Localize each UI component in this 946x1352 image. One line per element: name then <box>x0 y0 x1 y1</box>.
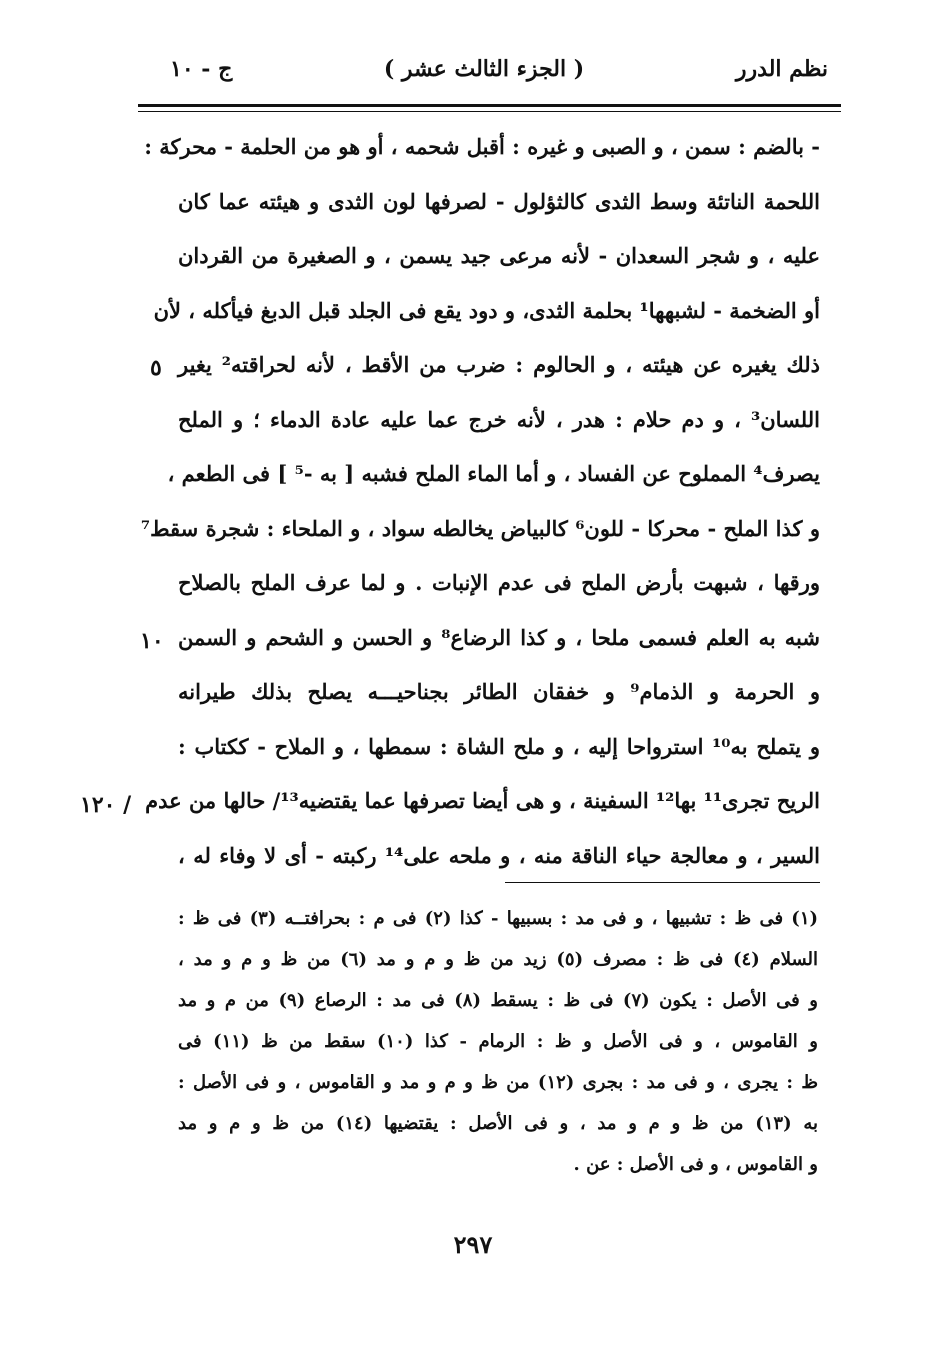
text-line: اللسان³ ، و دم حلام : هدر ، لأنه خرج عما عليه عادة الدماء ؛ و الملح <box>178 406 820 432</box>
line-number-10: ١٠ <box>140 628 164 654</box>
footnote-line: و القاموس ، و فى الأصل و ظ : الرمام - كذا (١٠) سقط من ظ (١١) فى <box>178 1031 818 1052</box>
text-line: عليه ، و شجر السعدان - لأنه مرعى جيد يسمن ، و الصغيرة من القردان <box>178 243 820 268</box>
book-title: نظم الدرر <box>735 56 828 82</box>
text-line: يصرف⁴ المملوح عن الفساد ، و أما الماء الملح فشبه [ به -⁵ ] فى الطعم ، <box>167 461 820 486</box>
volume-reference: ج - ١٠ <box>170 56 233 82</box>
running-header <box>140 50 828 94</box>
text-line: و يتملح به¹⁰ استرواحا إليه ، و ملح الشاة : سمطها ، و الملاح - ككتاب : <box>178 733 820 759</box>
header-rule-thin <box>138 111 841 112</box>
page-number: ٢٩٧ <box>453 1230 493 1259</box>
part-title: ( الجزء الثالث عشر ) <box>383 56 585 82</box>
text-line: ذلك يغيره عن هيئته ، و الحالوم : ضرب من الأقط ، لأنه لحراقته² يغير <box>178 352 820 377</box>
footnote-line: و القاموس ، و فى الأصل : عن . <box>573 1154 818 1175</box>
text-line: الريح تجرى¹¹ بها¹² السفينة ، و هى أيضا تصرفها عما يقتضيه¹³/ حالها من عدم <box>145 788 820 813</box>
text-line: - بالضم : سمن ، و الصبى و غيره : أقبل شحمه ، أو هو من الحلمة - محركة : <box>144 134 820 159</box>
folio-marker: / ١٢٠ <box>80 792 132 818</box>
text-line: شبه به العلم فسمى ملحا ، و كذا الرضاع⁸ و الحسن و الشحم و السمن <box>178 624 820 650</box>
footnote-line: و فى الأصل : يكون (٧) فى ظ : يسقط (٨) فى مد : الرصاع (٩) من م و مد <box>178 990 819 1011</box>
text-line: أو الضخمة - لشبهها¹ بحلمة الثدى، و دود يقع فى الجلد قبل الدبغ فيأكله ، لأن <box>153 297 820 323</box>
text-line: ورقها ، شبهت بأرض الملح فى عدم الإنبات . و لما عرف الملح بالصلاح <box>178 570 820 595</box>
text-line: و كذا الملح - محركا - للون⁶ كالبياض يخالطه سواد ، و الملحاء : شجرة سقط⁷ <box>140 515 820 541</box>
footnotes <box>178 898 818 1185</box>
header-rule-thick <box>138 104 841 107</box>
footnote-line: به (١٣) من ظ و م و مد ، و فى الأصل : يقتضيها (١٤) من ظ و م و مد <box>178 1113 818 1134</box>
text-line: اللحمة الناتئة وسط الثدى كالثؤلول - لصرفها لون الثدى و هيئته عما كان <box>178 188 820 214</box>
line-number-5: ٥ <box>150 355 162 381</box>
footnote-line: (١) فى ظ : تشبيها ، و فى مد : بسبيها - كذا (٢) فى م : بحرافتــه (٣) فى ظ : <box>178 908 819 929</box>
footnote-separator <box>505 882 820 883</box>
footnote-line: السلام (٤) فى ظ : مصرف (٥) زيد من ظ و م و مد (٦) من ظ و م و مد ، <box>178 949 818 970</box>
text-line: السير ، و معالجة حياء الناقة منه ، و ملحه على¹⁴ ركبته - أى لا وفاء له ، <box>178 842 820 868</box>
text-line: و الحرمة و الذمام⁹ و خفقان الطائر بجناحيـــه يصلح بذلك طيرانه <box>178 679 820 704</box>
footnote-line: ظ : يجرى ، و فى مد : بجرى (١٢) من ظ و م و مد و القاموس ، و فى الأصل : <box>178 1072 818 1093</box>
